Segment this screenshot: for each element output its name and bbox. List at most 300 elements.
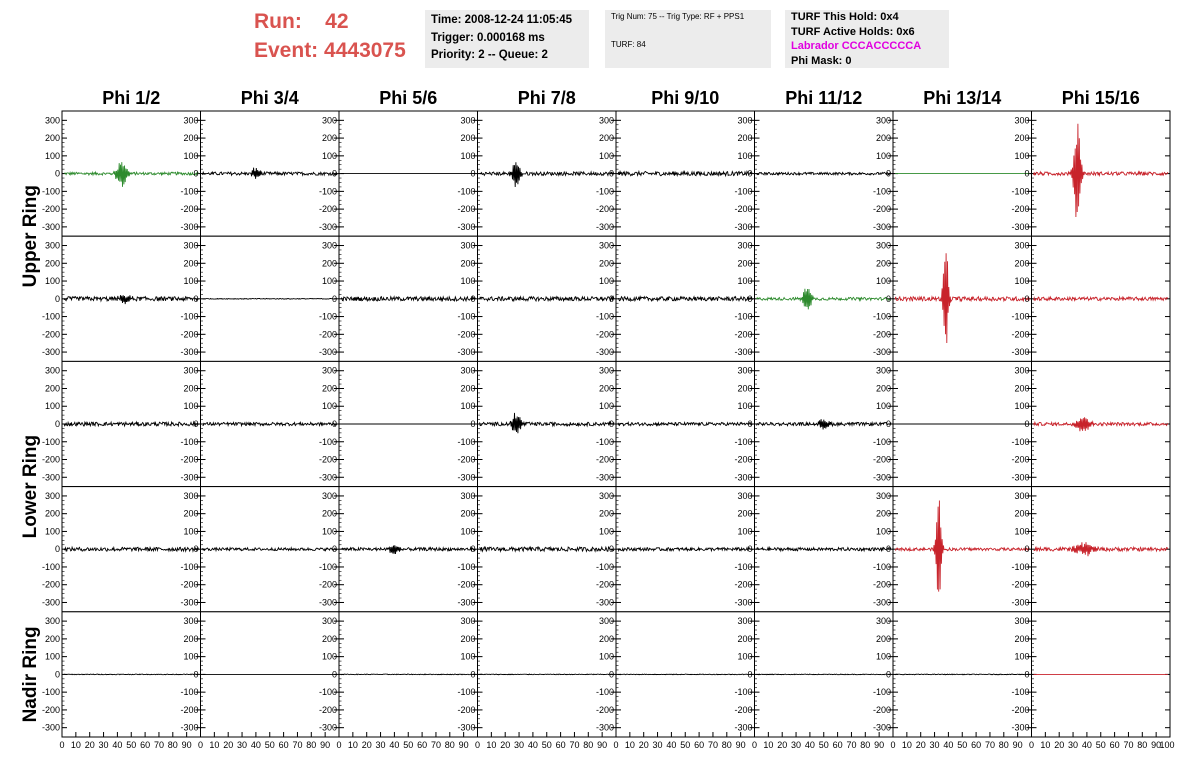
y-tick-label: -100 bbox=[595, 436, 614, 447]
x-tick-label: 20 bbox=[500, 740, 511, 750]
x-tick-label: 0 bbox=[59, 740, 65, 750]
y-tick-label: -100 bbox=[1011, 186, 1030, 197]
y-tick-label: 200 bbox=[1014, 133, 1030, 144]
x-tick-label: 100 bbox=[1159, 740, 1175, 750]
x-tick-label: 80 bbox=[998, 740, 1009, 750]
y-tick-label: 0 bbox=[608, 544, 614, 555]
y-tick-label: 0 bbox=[193, 669, 199, 680]
y-tick-label: 100 bbox=[1014, 651, 1030, 662]
y-tick-label: 0 bbox=[331, 544, 337, 555]
y-tick-label: 100 bbox=[183, 526, 199, 537]
y-tick-label: 300 bbox=[44, 365, 60, 376]
x-tick-label: 50 bbox=[957, 740, 968, 750]
x-tick-label: 80 bbox=[721, 740, 732, 750]
column-header: Phi 3/4 bbox=[240, 88, 299, 108]
y-tick-label: -100 bbox=[734, 561, 753, 572]
y-tick-label: 300 bbox=[460, 115, 476, 126]
y-tick-label: 200 bbox=[737, 383, 753, 394]
y-tick-label: -300 bbox=[595, 722, 614, 733]
y-tick-label: -200 bbox=[734, 454, 753, 465]
x-tick-label: 20 bbox=[777, 740, 788, 750]
x-tick-label: 60 bbox=[694, 740, 705, 750]
y-tick-label: -300 bbox=[595, 221, 614, 232]
y-tick-label: 0 bbox=[608, 293, 614, 304]
y-tick-label: -100 bbox=[457, 436, 476, 447]
y-tick-label: -200 bbox=[872, 704, 891, 715]
y-tick-label: 100 bbox=[460, 526, 476, 537]
x-tick-label: 0 bbox=[613, 740, 619, 750]
y-tick-label: -100 bbox=[318, 561, 337, 572]
y-tick-label: -300 bbox=[318, 221, 337, 232]
y-tick-label: 100 bbox=[44, 276, 60, 287]
y-tick-label: 200 bbox=[737, 258, 753, 269]
y-tick-label: 200 bbox=[875, 133, 891, 144]
y-tick-label: 300 bbox=[1014, 365, 1030, 376]
y-tick-label: -100 bbox=[180, 687, 199, 698]
x-tick-label: 50 bbox=[1095, 740, 1106, 750]
y-tick-label: 300 bbox=[44, 115, 60, 126]
y-tick-label: -100 bbox=[595, 561, 614, 572]
y-tick-label: 0 bbox=[54, 293, 60, 304]
y-tick-label: 0 bbox=[1024, 419, 1030, 429]
y-tick-label: -300 bbox=[457, 597, 476, 608]
y-tick-label: 100 bbox=[598, 401, 614, 412]
y-tick-label: -200 bbox=[1011, 329, 1030, 340]
y-tick-label: 300 bbox=[321, 490, 337, 501]
y-tick-label: -300 bbox=[595, 597, 614, 608]
y-tick-label: 300 bbox=[1014, 490, 1030, 501]
y-tick-label: 100 bbox=[875, 150, 891, 161]
y-tick-label: -200 bbox=[180, 204, 199, 215]
y-tick-label: 200 bbox=[460, 133, 476, 144]
y-tick-label: -200 bbox=[1011, 579, 1030, 590]
x-tick-label: 80 bbox=[306, 740, 317, 750]
x-tick-label: 20 bbox=[223, 740, 234, 750]
y-tick-label: 100 bbox=[321, 276, 337, 287]
y-tick-label: -100 bbox=[318, 687, 337, 698]
y-tick-label: 0 bbox=[885, 544, 891, 555]
y-tick-label: -100 bbox=[1011, 436, 1030, 447]
x-tick-label: 10 bbox=[763, 740, 774, 750]
y-tick-label: 300 bbox=[737, 240, 753, 251]
y-tick-label: -200 bbox=[595, 579, 614, 590]
x-tick-label: 90 bbox=[735, 740, 746, 750]
y-tick-label: 0 bbox=[193, 168, 199, 179]
x-tick-label: 0 bbox=[197, 740, 204, 750]
y-tick-label: -200 bbox=[595, 704, 614, 715]
y-tick-label: -300 bbox=[180, 347, 199, 358]
y-tick-label: -300 bbox=[734, 722, 753, 733]
y-tick-label: -300 bbox=[457, 347, 476, 358]
y-tick-label: -300 bbox=[734, 347, 753, 358]
y-tick-label: -300 bbox=[595, 472, 614, 483]
x-tick-label: 20 bbox=[361, 740, 372, 750]
y-tick-label: 300 bbox=[737, 616, 753, 627]
y-tick-label: 300 bbox=[44, 240, 60, 251]
y-tick-label: -300 bbox=[872, 472, 891, 483]
y-tick-label: -300 bbox=[318, 472, 337, 483]
x-tick-label: 70 bbox=[153, 740, 164, 750]
x-tick-label: 80 bbox=[583, 740, 594, 750]
x-tick-label: 30 bbox=[98, 740, 109, 750]
y-tick-label: 0 bbox=[747, 544, 753, 555]
y-tick-label: -100 bbox=[41, 436, 60, 447]
y-tick-label: -200 bbox=[595, 329, 614, 340]
y-tick-label: 200 bbox=[460, 508, 476, 519]
y-tick-label: -100 bbox=[180, 561, 199, 572]
y-tick-label: 100 bbox=[598, 150, 614, 161]
y-tick-label: 0 bbox=[331, 669, 337, 680]
y-tick-label: -200 bbox=[872, 329, 891, 340]
y-tick-label: 300 bbox=[598, 490, 614, 501]
y-tick-label: -300 bbox=[318, 722, 337, 733]
y-tick-label: -200 bbox=[180, 454, 199, 465]
y-tick-label: 0 bbox=[885, 293, 891, 304]
y-tick-label: 200 bbox=[598, 133, 614, 144]
y-tick-label: 0 bbox=[885, 419, 891, 429]
turf-id-text: TURF: 84 bbox=[611, 40, 646, 49]
x-tick-label: 50 bbox=[126, 740, 137, 750]
y-tick-label: 0 bbox=[331, 168, 337, 179]
waveform-trace bbox=[203, 298, 337, 299]
y-tick-label: -300 bbox=[41, 722, 60, 733]
x-tick-label: 50 bbox=[264, 740, 275, 750]
x-tick-label: 30 bbox=[791, 740, 802, 750]
y-tick-label: -100 bbox=[595, 186, 614, 197]
y-tick-label: 0 bbox=[608, 419, 614, 429]
y-tick-label: 100 bbox=[183, 276, 199, 287]
y-tick-label: -100 bbox=[595, 311, 614, 322]
x-tick-label: 90 bbox=[181, 740, 192, 750]
y-tick-label: -100 bbox=[318, 311, 337, 322]
y-tick-label: 0 bbox=[885, 168, 891, 179]
column-header: Phi 1/2 bbox=[102, 88, 161, 108]
y-tick-label: 0 bbox=[470, 544, 476, 555]
y-tick-label: 100 bbox=[875, 651, 891, 662]
y-tick-label: 100 bbox=[460, 276, 476, 287]
y-tick-label: 0 bbox=[54, 168, 60, 179]
column-header: Phi 15/16 bbox=[1061, 88, 1140, 108]
y-tick-label: 200 bbox=[321, 633, 337, 644]
y-tick-label: 200 bbox=[44, 508, 60, 519]
y-tick-label: 100 bbox=[737, 150, 753, 161]
y-tick-label: 100 bbox=[44, 401, 60, 412]
y-tick-label: 100 bbox=[598, 276, 614, 287]
x-tick-label: 60 bbox=[278, 740, 289, 750]
y-tick-label: 300 bbox=[44, 616, 60, 627]
turf-active-text: TURF Active Holds: 0x6 bbox=[791, 25, 915, 38]
y-tick-label: 100 bbox=[460, 401, 476, 412]
y-tick-label: 0 bbox=[608, 669, 614, 680]
y-tick-label: 200 bbox=[875, 383, 891, 394]
x-tick-label: 10 bbox=[347, 740, 358, 750]
y-tick-label: 100 bbox=[875, 526, 891, 537]
x-tick-label: 50 bbox=[680, 740, 691, 750]
y-tick-label: 100 bbox=[737, 401, 753, 412]
x-tick-label: 40 bbox=[943, 740, 954, 750]
y-tick-label: 100 bbox=[1014, 526, 1030, 537]
waveform-panel bbox=[1032, 111, 1171, 236]
y-tick-label: 300 bbox=[460, 616, 476, 627]
y-tick-label: 200 bbox=[44, 133, 60, 144]
x-tick-label: 70 bbox=[569, 740, 580, 750]
y-tick-label: -300 bbox=[1011, 597, 1030, 608]
x-tick-label: 80 bbox=[1137, 740, 1148, 750]
y-tick-label: -100 bbox=[872, 561, 891, 572]
y-tick-label: -100 bbox=[180, 436, 199, 447]
y-tick-label: 200 bbox=[183, 508, 199, 519]
y-tick-label: 200 bbox=[598, 633, 614, 644]
x-tick-label: 50 bbox=[818, 740, 829, 750]
y-tick-label: 100 bbox=[183, 150, 199, 161]
y-tick-label: 300 bbox=[598, 115, 614, 126]
y-tick-label: 200 bbox=[737, 633, 753, 644]
y-tick-label: 0 bbox=[331, 419, 337, 429]
y-tick-label: 0 bbox=[193, 293, 199, 304]
y-tick-label: 0 bbox=[608, 168, 614, 179]
y-tick-label: 300 bbox=[1014, 240, 1030, 251]
y-tick-label: 100 bbox=[321, 401, 337, 412]
y-tick-label: 100 bbox=[1014, 150, 1030, 161]
ring-label: Upper Ring bbox=[20, 185, 41, 288]
y-tick-label: 200 bbox=[460, 258, 476, 269]
x-tick-label: 70 bbox=[846, 740, 857, 750]
y-tick-label: 100 bbox=[44, 150, 60, 161]
y-tick-label: -100 bbox=[457, 687, 476, 698]
y-tick-label: 200 bbox=[183, 633, 199, 644]
y-tick-label: 0 bbox=[747, 419, 753, 429]
y-tick-label: -200 bbox=[1011, 454, 1030, 465]
y-tick-label: 200 bbox=[44, 383, 60, 394]
y-tick-label: 200 bbox=[875, 633, 891, 644]
x-tick-label: 40 bbox=[666, 740, 677, 750]
y-tick-label: 300 bbox=[875, 616, 891, 627]
y-tick-label: 300 bbox=[321, 240, 337, 251]
x-tick-label: 90 bbox=[1012, 740, 1023, 750]
y-tick-label: 200 bbox=[1014, 633, 1030, 644]
y-tick-label: 200 bbox=[1014, 258, 1030, 269]
y-tick-label: 300 bbox=[183, 240, 199, 251]
y-tick-label: -200 bbox=[41, 454, 60, 465]
y-tick-label: 0 bbox=[54, 544, 60, 555]
y-tick-label: 300 bbox=[321, 616, 337, 627]
y-tick-label: 300 bbox=[183, 490, 199, 501]
y-tick-label: 200 bbox=[598, 258, 614, 269]
x-tick-label: 20 bbox=[1054, 740, 1065, 750]
y-tick-label: -200 bbox=[1011, 204, 1030, 215]
y-tick-label: -300 bbox=[180, 722, 199, 733]
y-tick-label: -100 bbox=[41, 687, 60, 698]
y-tick-label: -100 bbox=[734, 311, 753, 322]
y-tick-label: 0 bbox=[470, 669, 476, 680]
trig-num-text: Trig Num: 75 -- Trig Type: RF + PPS1 bbox=[611, 12, 745, 21]
time-text: Time: 2008-12-24 11:05:45 bbox=[431, 14, 573, 26]
y-tick-label: 100 bbox=[183, 401, 199, 412]
y-tick-label: -100 bbox=[734, 186, 753, 197]
y-tick-label: -100 bbox=[1011, 687, 1030, 698]
x-tick-label: 80 bbox=[860, 740, 871, 750]
y-tick-label: 200 bbox=[875, 258, 891, 269]
y-tick-label: 300 bbox=[1014, 115, 1030, 126]
y-tick-label: 0 bbox=[1024, 544, 1030, 555]
y-tick-label: -100 bbox=[41, 186, 60, 197]
x-tick-label: 0 bbox=[336, 740, 342, 750]
y-tick-label: 0 bbox=[54, 419, 60, 429]
x-tick-label: 90 bbox=[320, 740, 331, 750]
x-tick-label: 50 bbox=[541, 740, 552, 750]
x-tick-label: 60 bbox=[971, 740, 982, 750]
phi-mask-text: Phi Mask: 0 bbox=[791, 54, 852, 67]
y-tick-label: 300 bbox=[321, 115, 337, 126]
y-tick-label: -200 bbox=[734, 704, 753, 715]
y-tick-label: -300 bbox=[1011, 347, 1030, 358]
x-tick-label: 0 bbox=[1028, 740, 1035, 750]
y-tick-label: 100 bbox=[183, 651, 199, 662]
trigger-text: Trigger: 0.000168 ms bbox=[431, 31, 545, 44]
x-tick-label: 70 bbox=[430, 740, 441, 750]
y-tick-label: 100 bbox=[737, 651, 753, 662]
x-tick-label: 0 bbox=[751, 740, 758, 750]
y-tick-label: -100 bbox=[1011, 311, 1030, 322]
y-tick-label: -100 bbox=[872, 436, 891, 447]
turf-hold-text: TURF This Hold: 0x4 bbox=[791, 11, 899, 23]
y-tick-label: -200 bbox=[595, 204, 614, 215]
y-tick-label: -100 bbox=[872, 687, 891, 698]
y-tick-label: -300 bbox=[41, 221, 60, 232]
y-tick-label: -200 bbox=[872, 454, 891, 465]
y-tick-label: 300 bbox=[321, 365, 337, 376]
y-tick-label: -200 bbox=[457, 704, 476, 715]
y-tick-label: 100 bbox=[321, 651, 337, 662]
x-tick-label: 40 bbox=[112, 740, 123, 750]
x-tick-label: 80 bbox=[167, 740, 178, 750]
x-tick-label: 70 bbox=[292, 740, 303, 750]
x-tick-label: 70 bbox=[1123, 740, 1134, 750]
y-tick-label: 200 bbox=[1014, 508, 1030, 519]
x-tick-label: 10 bbox=[901, 740, 912, 750]
y-tick-label: -200 bbox=[872, 579, 891, 590]
x-tick-label: 30 bbox=[1068, 740, 1079, 750]
y-tick-label: 100 bbox=[321, 526, 337, 537]
y-tick-label: -300 bbox=[457, 472, 476, 483]
y-tick-label: -300 bbox=[318, 597, 337, 608]
x-tick-label: 60 bbox=[1109, 740, 1120, 750]
y-tick-label: 100 bbox=[875, 276, 891, 287]
x-tick-label: 60 bbox=[832, 740, 843, 750]
y-tick-label: -300 bbox=[872, 597, 891, 608]
y-tick-label: -100 bbox=[734, 436, 753, 447]
y-tick-label: -300 bbox=[1011, 221, 1030, 232]
y-tick-label: 200 bbox=[321, 383, 337, 394]
y-tick-label: -200 bbox=[734, 329, 753, 340]
y-tick-label: 300 bbox=[598, 240, 614, 251]
y-tick-label: 100 bbox=[460, 150, 476, 161]
y-tick-label: -300 bbox=[457, 221, 476, 232]
y-tick-label: -200 bbox=[318, 454, 337, 465]
y-tick-label: 200 bbox=[44, 258, 60, 269]
run-label: Run: bbox=[254, 10, 302, 33]
y-tick-label: -300 bbox=[1011, 472, 1030, 483]
y-tick-label: -100 bbox=[872, 186, 891, 197]
y-tick-label: 0 bbox=[747, 168, 753, 179]
y-tick-label: -100 bbox=[41, 311, 60, 322]
y-tick-label: -200 bbox=[595, 454, 614, 465]
y-tick-label: 300 bbox=[737, 490, 753, 501]
y-tick-label: 0 bbox=[470, 168, 476, 179]
x-tick-label: 60 bbox=[555, 740, 566, 750]
y-tick-label: -200 bbox=[457, 204, 476, 215]
y-tick-label: -100 bbox=[318, 436, 337, 447]
y-tick-label: 300 bbox=[875, 240, 891, 251]
y-tick-label: -300 bbox=[1011, 722, 1030, 733]
y-tick-label: 200 bbox=[460, 633, 476, 644]
y-tick-label: 300 bbox=[460, 365, 476, 376]
x-tick-label: 30 bbox=[652, 740, 663, 750]
x-tick-label: 20 bbox=[638, 740, 649, 750]
x-tick-label: 90 bbox=[458, 740, 469, 750]
x-tick-label: 40 bbox=[389, 740, 400, 750]
x-tick-label: 90 bbox=[597, 740, 608, 750]
y-tick-label: -300 bbox=[41, 347, 60, 358]
y-tick-label: 100 bbox=[737, 276, 753, 287]
x-tick-label: 0 bbox=[474, 740, 481, 750]
y-tick-label: -200 bbox=[318, 204, 337, 215]
y-tick-label: 300 bbox=[598, 616, 614, 627]
y-tick-label: -200 bbox=[41, 704, 60, 715]
y-tick-label: -200 bbox=[734, 204, 753, 215]
y-tick-label: -200 bbox=[457, 579, 476, 590]
x-tick-label: 60 bbox=[417, 740, 428, 750]
y-tick-label: -100 bbox=[457, 186, 476, 197]
y-tick-label: 0 bbox=[1024, 669, 1030, 680]
y-tick-label: 200 bbox=[321, 133, 337, 144]
y-tick-label: 0 bbox=[54, 669, 60, 680]
column-header: Phi 7/8 bbox=[517, 88, 576, 108]
y-tick-label: 0 bbox=[747, 669, 753, 680]
y-tick-label: 100 bbox=[1014, 401, 1030, 412]
y-tick-label: -200 bbox=[41, 329, 60, 340]
y-tick-label: 300 bbox=[875, 115, 891, 126]
y-tick-label: 300 bbox=[875, 365, 891, 376]
y-tick-label: 200 bbox=[183, 133, 199, 144]
y-tick-label: -300 bbox=[734, 472, 753, 483]
y-tick-label: 300 bbox=[44, 490, 60, 501]
y-tick-label: 100 bbox=[875, 401, 891, 412]
y-tick-label: -200 bbox=[180, 579, 199, 590]
y-tick-label: 100 bbox=[321, 150, 337, 161]
y-tick-label: -200 bbox=[318, 704, 337, 715]
column-header: Phi 11/12 bbox=[785, 88, 863, 108]
x-tick-label: 40 bbox=[250, 740, 261, 750]
x-tick-label: 80 bbox=[444, 740, 455, 750]
y-tick-label: -200 bbox=[457, 454, 476, 465]
y-tick-label: -200 bbox=[457, 329, 476, 340]
y-tick-label: -100 bbox=[734, 687, 753, 698]
x-tick-label: 50 bbox=[403, 740, 414, 750]
y-tick-label: 300 bbox=[737, 115, 753, 126]
labrador-text: Labrador CCCACCCCCA bbox=[791, 40, 922, 52]
x-tick-label: 20 bbox=[915, 740, 926, 750]
x-tick-label: 30 bbox=[514, 740, 525, 750]
y-tick-label: 0 bbox=[1024, 168, 1030, 179]
x-tick-label: 10 bbox=[70, 740, 81, 750]
y-tick-label: -200 bbox=[41, 579, 60, 590]
y-tick-label: 200 bbox=[321, 258, 337, 269]
x-tick-label: 30 bbox=[929, 740, 940, 750]
x-tick-label: 20 bbox=[84, 740, 95, 750]
y-tick-label: -300 bbox=[872, 221, 891, 232]
x-tick-label: 10 bbox=[1040, 740, 1051, 750]
